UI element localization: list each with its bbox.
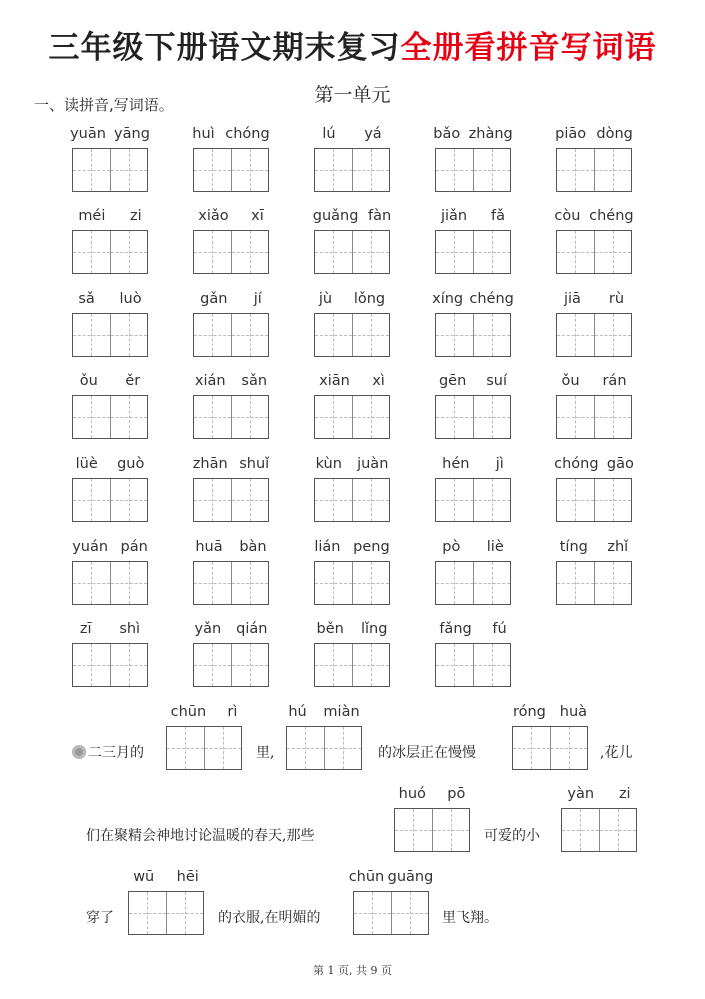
writing-box[interactable] bbox=[314, 230, 390, 274]
pinyin: bǎo zhàng bbox=[433, 126, 513, 142]
writing-box[interactable] bbox=[314, 561, 390, 605]
pinyin: jiā rù bbox=[563, 291, 625, 307]
writing-box[interactable] bbox=[556, 230, 632, 274]
pinyin: pò liè bbox=[442, 539, 504, 555]
pinyin: lüè guò bbox=[75, 456, 145, 472]
pinyin: yuān yāng bbox=[70, 126, 150, 142]
writing-box[interactable] bbox=[72, 478, 148, 522]
writing-box[interactable] bbox=[72, 313, 148, 357]
pinyin: zī shì bbox=[79, 621, 141, 637]
writing-box[interactable] bbox=[556, 478, 632, 522]
writing-box[interactable] bbox=[72, 148, 148, 192]
pinyin: gēn suí bbox=[438, 373, 508, 389]
writing-box[interactable] bbox=[435, 643, 511, 687]
writing-box[interactable] bbox=[435, 230, 511, 274]
passage-text: 二三月的 bbox=[72, 742, 144, 762]
writing-box[interactable] bbox=[193, 230, 269, 274]
pinyin: méi zi bbox=[78, 208, 142, 224]
writing-box[interactable] bbox=[72, 230, 148, 274]
page-title: 三年级下册语文期末复习全册看拼音写词语 bbox=[48, 30, 657, 66]
unit-title: 第一单元 bbox=[314, 84, 391, 106]
writing-box[interactable] bbox=[314, 395, 390, 439]
passage-text: 穿了 bbox=[86, 910, 114, 926]
writing-box[interactable] bbox=[193, 643, 269, 687]
writing-box[interactable] bbox=[435, 395, 511, 439]
pinyin: ǒu rán bbox=[561, 373, 627, 389]
writing-box[interactable] bbox=[193, 478, 269, 522]
page-footer: 第 1 页, 共 9 页 bbox=[313, 964, 392, 977]
section-label: 一、读拼音,写词语。 bbox=[34, 96, 174, 114]
pinyin: piāo dòng bbox=[555, 126, 633, 142]
pinyin: yuán pán bbox=[72, 539, 148, 555]
pinyin: xiǎo xī bbox=[198, 208, 264, 224]
writing-box[interactable] bbox=[435, 478, 511, 522]
writing-box[interactable] bbox=[193, 395, 269, 439]
flower-icon bbox=[72, 745, 86, 759]
passage-text: 们在聚精会神地讨论温暖的春天,那些 bbox=[86, 828, 315, 844]
pinyin: xíng chéng bbox=[432, 291, 514, 307]
writing-box[interactable] bbox=[435, 561, 511, 605]
pinyin: chóng gāo bbox=[554, 456, 634, 472]
pinyin: zhān shuǐ bbox=[192, 456, 270, 472]
writing-box[interactable] bbox=[556, 395, 632, 439]
pinyin: fǎng fú bbox=[439, 621, 507, 637]
writing-box[interactable] bbox=[72, 395, 148, 439]
passage-text: 可爱的小 bbox=[484, 828, 540, 844]
writing-box[interactable] bbox=[435, 313, 511, 357]
writing-box[interactable] bbox=[72, 561, 148, 605]
passage-text: 里, bbox=[256, 745, 275, 761]
pinyin: guǎng fàn bbox=[312, 208, 392, 224]
writing-box[interactable] bbox=[435, 148, 511, 192]
passage-text: 的衣服,在明媚的 bbox=[218, 910, 321, 926]
pinyin: jiǎn fǎ bbox=[440, 208, 506, 224]
pinyin: tíng zhǐ bbox=[559, 539, 629, 555]
pinyin: ǒu ěr bbox=[79, 373, 141, 389]
pinyin: sǎ luò bbox=[78, 291, 142, 307]
writing-box[interactable] bbox=[314, 313, 390, 357]
writing-box[interactable] bbox=[193, 313, 269, 357]
writing-box[interactable] bbox=[314, 643, 390, 687]
pinyin: xiān xì bbox=[319, 373, 385, 389]
writing-box[interactable] bbox=[556, 148, 632, 192]
pinyin: gǎn jí bbox=[200, 291, 262, 307]
pinyin: lián peng bbox=[314, 539, 390, 555]
pinyin: lú yá bbox=[322, 126, 382, 142]
pinyin: yǎn qián bbox=[194, 621, 268, 637]
pinyin: běn lǐng bbox=[316, 621, 388, 637]
pinyin: kùn juàn bbox=[315, 456, 389, 472]
writing-box[interactable] bbox=[314, 148, 390, 192]
passage-text: ,花儿 bbox=[600, 745, 633, 761]
writing-box[interactable] bbox=[556, 561, 632, 605]
pinyin: hén jì bbox=[442, 456, 504, 472]
passage-text: 的冰层正在慢慢 bbox=[378, 745, 476, 761]
passage-text: 里飞翔。 bbox=[442, 910, 498, 926]
pinyin: jù lǒng bbox=[318, 291, 386, 307]
pinyin: xián sǎn bbox=[194, 373, 268, 389]
writing-box[interactable] bbox=[314, 478, 390, 522]
writing-box[interactable] bbox=[193, 148, 269, 192]
writing-box[interactable] bbox=[556, 313, 632, 357]
writing-box[interactable] bbox=[193, 561, 269, 605]
pinyin: huā bàn bbox=[195, 539, 267, 555]
writing-box[interactable] bbox=[72, 643, 148, 687]
pinyin: huì chóng bbox=[192, 126, 270, 142]
pinyin: còu chéng bbox=[554, 208, 634, 224]
